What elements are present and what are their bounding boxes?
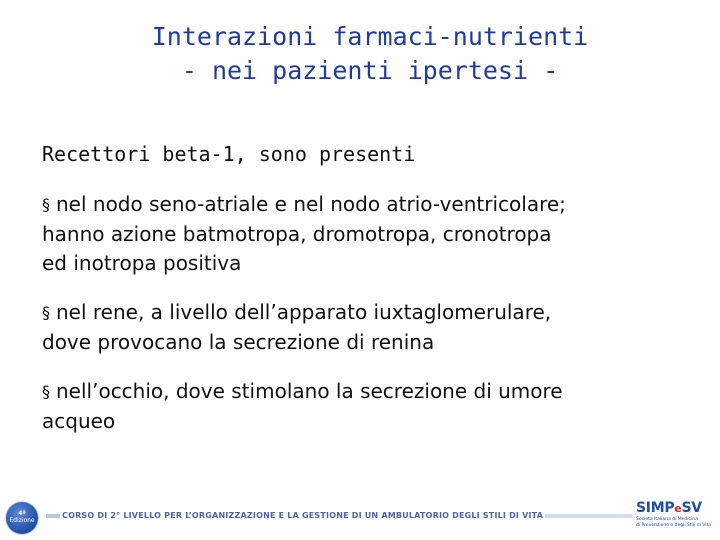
bullet-item-2 bbox=[42, 298, 692, 357]
edition-word: Edizione bbox=[9, 517, 35, 524]
slide-title-line-2: - nei pazienti ipertesi - bbox=[181, 56, 559, 85]
bullet-marker: § bbox=[42, 382, 50, 401]
logo-desc-line-1: Società Italiana di Medicina bbox=[636, 517, 698, 522]
slide-title-line-1: Interazioni farmaci-nutrienti bbox=[151, 22, 589, 51]
intro-text: Recettori beta-1, sono presenti bbox=[42, 142, 416, 166]
logo-sv: SV bbox=[681, 500, 702, 516]
edition-number: 4ª bbox=[18, 510, 26, 517]
bullet-marker: § bbox=[42, 303, 50, 322]
slide-footer bbox=[0, 496, 720, 540]
logo-desc-line-2: di Prevenzione e degli Stili di Vita bbox=[636, 522, 712, 528]
bullet-2-line-1: nel rene, a livello dell’apparato iuxtaglomerulare, bbox=[56, 300, 552, 324]
bullet-1-line-2: hanno azione batmotropa, dromotropa, cronotropa bbox=[42, 222, 552, 246]
bullet-3-line-2: acqueo bbox=[42, 409, 116, 433]
edition-badge-icon bbox=[6, 502, 38, 534]
slide-content bbox=[42, 140, 692, 456]
bullet-marker: § bbox=[42, 195, 50, 214]
simpesv-logo bbox=[636, 501, 716, 537]
logo-e: e bbox=[674, 502, 682, 515]
slide-title bbox=[0, 20, 720, 88]
course-title: CORSO DI 2° LIVELLO PER L’ORGANIZZAZIONE E LA GESTIONE DI UN AMBULATORIO DEGLI STILI DI VITA bbox=[62, 511, 544, 520]
bullet-2-line-2: dove provocano la secrezione di renina bbox=[42, 330, 435, 354]
bullet-3-line-1: nell’occhio, dove stimolano la secrezione di umore bbox=[56, 379, 563, 403]
bullet-1-line-3: ed inotropa positiva bbox=[42, 251, 242, 275]
bullet-item-3 bbox=[42, 377, 692, 436]
bullet-item-1 bbox=[42, 190, 692, 278]
bullet-1-line-1: nel nodo seno-atriale e nel nodo atrio-ventricolare; bbox=[56, 192, 566, 216]
logo-simp: SIMP bbox=[636, 500, 675, 516]
